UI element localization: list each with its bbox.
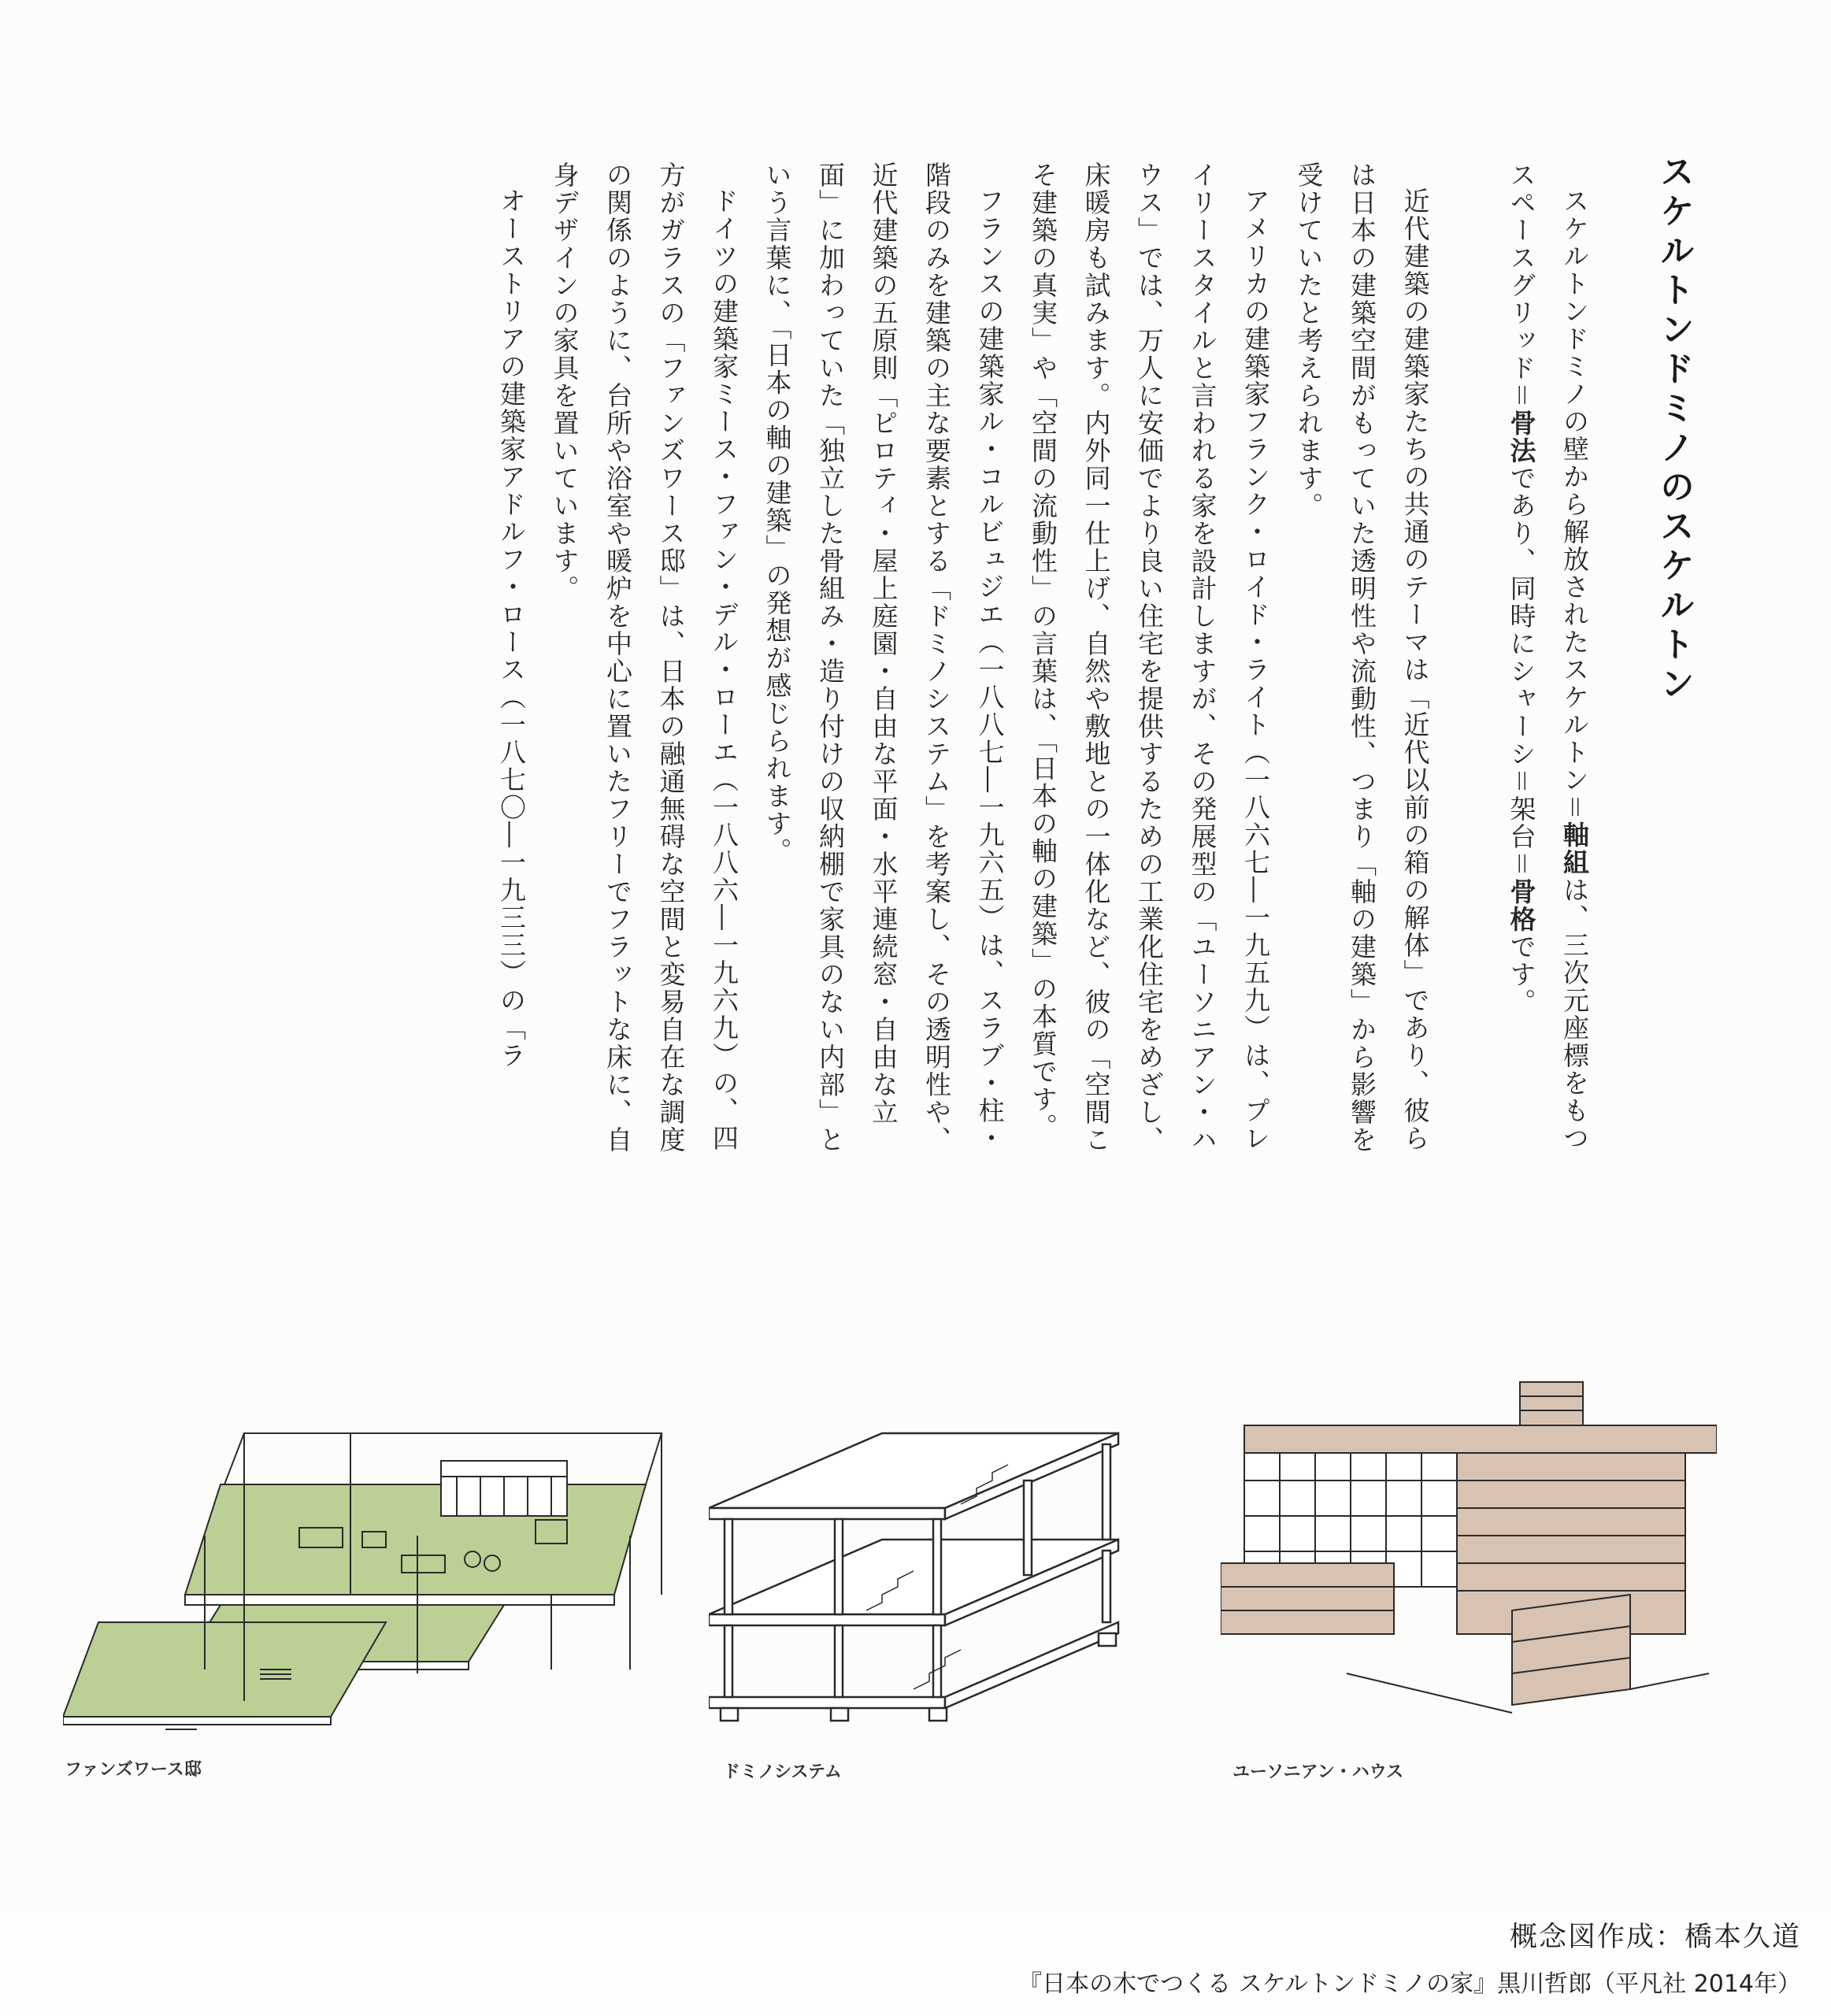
illustration-credit: 概念図作成：橋本久道 [1509, 1922, 1801, 1953]
paragraph-6: オーストリアの建築家アドルフ・ロース（一八七〇―一九三三）の「ラ [496, 187, 527, 1069]
dominosystem-caption: ドミノシステム [723, 1762, 842, 1782]
body-text [136, 161, 1601, 1162]
blank-line [1442, 161, 1496, 1162]
paragraph-5: ドイツの建築家ミース・ファン・デル・ローエ（一八八六―一九六九）の、四方がガラスの「ファンズワース邸」は、日本の融通無碍な空間と変易自在な調度の関係のように、台所や浴室や暖炉を中心に置いたフリーでフラットな床に、自身デザインの家具を置いています。 [549, 161, 739, 1154]
source-citation: 『日本の木でつくる スケルトンドミノの家』黒川哲郎（平凡社 2014年） [1018, 1970, 1801, 1998]
paragraph-3: アメリカの建築家フランク・ロイド・ライト（一八六七―一九五九）は、プレイリースタイルと言われる家を設計しますが、その発展型の「ユーソニアン・ハウス」では、万人に安価でより良い住宅を提供するための工業化住宅をめざし、床暖房も試みます。内外同一仕上げ、自然や敷地との一体化など、彼の「空間こそ建築の真実」や「空間の流動性」の言葉は、「日本の軸の建築」の本質です。 [1028, 161, 1271, 1154]
paragraph-2: 近代建築の建築家たちの共通のテーマは「近代以前の箱の解体」であり、彼らは日本の建築空間がもっていた透明性や流動性、つまり「軸の建築」から影響を受けていたと考えられます。 [1293, 161, 1431, 1154]
section-heading: スケルトンドミノのスケルトン [1654, 154, 1694, 705]
dominosystem-illustration [709, 1418, 1150, 1748]
farnsworth-house-illustration [63, 1402, 677, 1756]
farnsworth-caption: ファンズワース邸 [65, 1760, 202, 1780]
usonian-house-illustration [1221, 1374, 1717, 1744]
usonian-caption: ユーソニアン・ハウス [1232, 1762, 1404, 1782]
paragraph-4: フランスの建築家ル・コルビュジエ（一八八七―一九六五）は、スラブ・柱・階段のみを建築の主な要素とする「ドミノシステム」を考案し、その透明性や、近代建築の五原則「ピロティ・屋上庭園・自由な平面・水平連続窓・自由な立面」に加わっていた「独立した骨組み・造り付けの収納棚で家具のない内部」という言葉に、「日本の軸の建築」の発想が感じられます。 [762, 161, 1006, 1154]
paragraph-1: スケルトンドミノの壁から解放されたスケルトン＝軸組は、三次元座標をもつスペースグリッド＝骨法であり、同時にシャーシ＝架台＝骨格です。 [1506, 161, 1590, 1152]
